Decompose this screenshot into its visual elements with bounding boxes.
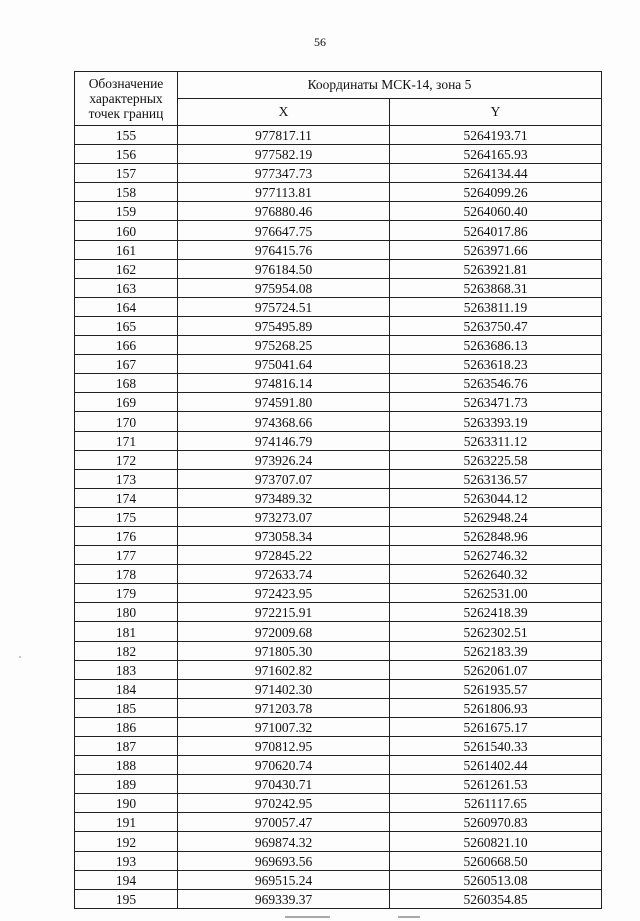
x-coordinate-cell: 974591.80 (178, 393, 390, 412)
x-coordinate-cell: 977113.81 (178, 183, 390, 202)
x-coordinate-cell: 977347.73 (178, 164, 390, 183)
y-coordinate-cell: 5263750.47 (390, 316, 602, 335)
y-coordinate-cell: 5262061.07 (390, 660, 602, 679)
point-number-cell: 181 (75, 622, 178, 641)
x-coordinate-cell: 975954.08 (178, 278, 390, 297)
point-number-cell: 190 (75, 794, 178, 813)
x-coordinate-cell: 970430.71 (178, 775, 390, 794)
y-coordinate-cell: 5263618.23 (390, 355, 602, 374)
point-number-cell: 187 (75, 737, 178, 756)
point-number-cell: 193 (75, 851, 178, 870)
point-number-cell: 186 (75, 717, 178, 736)
point-number-cell: 191 (75, 813, 178, 832)
y-coordinate-cell: 5260668.50 (390, 851, 602, 870)
x-coordinate-cell: 970620.74 (178, 756, 390, 775)
x-coordinate-cell: 972215.91 (178, 603, 390, 622)
point-number-cell: 182 (75, 641, 178, 660)
point-number-cell: 189 (75, 775, 178, 794)
point-number-cell: 159 (75, 202, 178, 221)
point-number-cell: 168 (75, 374, 178, 393)
y-coordinate-cell: 5262302.51 (390, 622, 602, 641)
y-coordinate-cell: 5262183.39 (390, 641, 602, 660)
x-coordinate-cell: 976184.50 (178, 259, 390, 278)
point-number-cell: 179 (75, 584, 178, 603)
y-coordinate-cell: 5264099.26 (390, 183, 602, 202)
point-number-cell: 188 (75, 756, 178, 775)
x-coordinate-cell: 973058.34 (178, 526, 390, 545)
point-number-cell: 194 (75, 870, 178, 889)
x-coordinate-cell: 969874.32 (178, 832, 390, 851)
point-number-cell: 183 (75, 660, 178, 679)
point-number-cell: 176 (75, 526, 178, 545)
x-coordinate-cell: 976647.75 (178, 221, 390, 240)
y-coordinate-cell: 5261935.57 (390, 679, 602, 698)
y-coordinate-cell: 5264134.44 (390, 164, 602, 183)
y-coordinate-cell: 5262948.24 (390, 507, 602, 526)
x-coordinate-cell: 975495.89 (178, 316, 390, 335)
point-number-cell: 195 (75, 889, 178, 908)
x-coordinate-cell: 971007.32 (178, 717, 390, 736)
y-coordinate-cell: 5263546.76 (390, 374, 602, 393)
y-coordinate-cell: 5263044.12 (390, 488, 602, 507)
x-coordinate-cell: 975268.25 (178, 336, 390, 355)
coordinates-system-header: Координаты МСК-14, зона 5 (178, 72, 602, 99)
x-coordinate-cell: 970242.95 (178, 794, 390, 813)
x-coordinate-cell: 972633.74 (178, 565, 390, 584)
point-number-cell: 180 (75, 603, 178, 622)
y-coordinate-cell: 5264165.93 (390, 145, 602, 164)
x-coordinate-cell: 976880.46 (178, 202, 390, 221)
y-coordinate-cell: 5263686.13 (390, 336, 602, 355)
y-coordinate-cell: 5263971.66 (390, 240, 602, 259)
y-coordinate-cell: 5260354.85 (390, 889, 602, 908)
point-designation-header: Обозначение характерных точек границ (75, 72, 178, 126)
x-coordinate-cell: 973926.24 (178, 450, 390, 469)
point-number-cell: 155 (75, 126, 178, 145)
point-number-cell: 167 (75, 355, 178, 374)
x-coordinate-cell: 977582.19 (178, 145, 390, 164)
y-coordinate-cell: 5262640.32 (390, 565, 602, 584)
y-coordinate-cell: 5263136.57 (390, 469, 602, 488)
y-coordinate-cell: 5261261.53 (390, 775, 602, 794)
y-coordinate-cell: 5262848.96 (390, 526, 602, 545)
scan-dot (19, 656, 21, 658)
y-coordinate-cell: 5260513.08 (390, 870, 602, 889)
y-column-header: Y (390, 99, 602, 126)
point-number-cell: 178 (75, 565, 178, 584)
y-coordinate-cell: 5260821.10 (390, 832, 602, 851)
y-coordinate-cell: 5263921.81 (390, 259, 602, 278)
point-number-cell: 162 (75, 259, 178, 278)
y-coordinate-cell: 5261540.33 (390, 737, 602, 756)
point-number-cell: 169 (75, 393, 178, 412)
x-column-header: X (178, 99, 390, 126)
x-coordinate-cell: 974146.79 (178, 431, 390, 450)
point-number-cell: 156 (75, 145, 178, 164)
point-number-cell: 174 (75, 488, 178, 507)
point-number-cell: 160 (75, 221, 178, 240)
y-coordinate-cell: 5261117.65 (390, 794, 602, 813)
point-number-cell: 170 (75, 412, 178, 431)
point-number-cell: 175 (75, 507, 178, 526)
point-number-cell: 158 (75, 183, 178, 202)
x-coordinate-cell: 977817.11 (178, 126, 390, 145)
x-coordinate-cell: 974368.66 (178, 412, 390, 431)
x-coordinate-cell: 973489.32 (178, 488, 390, 507)
x-coordinate-cell: 970057.47 (178, 813, 390, 832)
point-number-cell: 165 (75, 316, 178, 335)
x-coordinate-cell: 976415.76 (178, 240, 390, 259)
y-coordinate-cell: 5261806.93 (390, 698, 602, 717)
point-number-cell: 163 (75, 278, 178, 297)
point-number-cell: 171 (75, 431, 178, 450)
y-coordinate-cell: 5263311.12 (390, 431, 602, 450)
point-number-cell: 161 (75, 240, 178, 259)
y-coordinate-cell: 5263811.19 (390, 297, 602, 316)
point-number-cell: 173 (75, 469, 178, 488)
x-coordinate-cell: 971805.30 (178, 641, 390, 660)
x-coordinate-cell: 972009.68 (178, 622, 390, 641)
y-coordinate-cell: 5263868.31 (390, 278, 602, 297)
x-coordinate-cell: 972845.22 (178, 546, 390, 565)
x-coordinate-cell: 974816.14 (178, 374, 390, 393)
y-coordinate-cell: 5262418.39 (390, 603, 602, 622)
x-coordinate-cell: 971203.78 (178, 698, 390, 717)
point-number-cell: 177 (75, 546, 178, 565)
x-coordinate-cell: 972423.95 (178, 584, 390, 603)
y-coordinate-cell: 5263471.73 (390, 393, 602, 412)
point-number-cell: 166 (75, 336, 178, 355)
x-coordinate-cell: 971402.30 (178, 679, 390, 698)
y-coordinate-cell: 5264193.71 (390, 126, 602, 145)
point-number-cell: 185 (75, 698, 178, 717)
y-coordinate-cell: 5263393.19 (390, 412, 602, 431)
point-number-cell: 164 (75, 297, 178, 316)
x-coordinate-cell: 970812.95 (178, 737, 390, 756)
point-number-cell: 172 (75, 450, 178, 469)
y-coordinate-cell: 5263225.58 (390, 450, 602, 469)
y-coordinate-cell: 5261402.44 (390, 756, 602, 775)
y-coordinate-cell: 5264017.86 (390, 221, 602, 240)
x-coordinate-cell: 975041.64 (178, 355, 390, 374)
point-number-cell: 192 (75, 832, 178, 851)
y-coordinate-cell: 5262746.32 (390, 546, 602, 565)
x-coordinate-cell: 975724.51 (178, 297, 390, 316)
x-coordinate-cell: 969339.37 (178, 889, 390, 908)
x-coordinate-cell: 973273.07 (178, 507, 390, 526)
point-number-cell: 184 (75, 679, 178, 698)
point-number-cell: 157 (75, 164, 178, 183)
x-coordinate-cell: 973707.07 (178, 469, 390, 488)
y-coordinate-cell: 5264060.40 (390, 202, 602, 221)
y-coordinate-cell: 5261675.17 (390, 717, 602, 736)
x-coordinate-cell: 969693.56 (178, 851, 390, 870)
page-number: 56 (314, 35, 326, 49)
x-coordinate-cell: 971602.82 (178, 660, 390, 679)
y-coordinate-cell: 5262531.00 (390, 584, 602, 603)
x-coordinate-cell: 969515.24 (178, 870, 390, 889)
y-coordinate-cell: 5260970.83 (390, 813, 602, 832)
